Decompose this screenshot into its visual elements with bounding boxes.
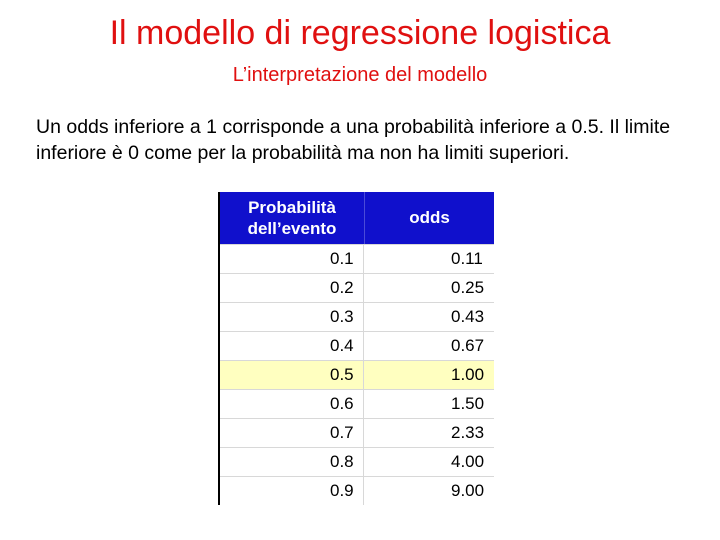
slide-title: Il modello di regressione logistica <box>109 14 611 52</box>
table-row <box>220 447 494 476</box>
cell-probability: 0.4 <box>220 332 364 360</box>
cell-odds: 1.00 <box>451 365 485 384</box>
cell-odds: 4.00 <box>451 452 485 471</box>
cell-odds: 0.25 <box>451 278 485 297</box>
cell-odds: 9.00 <box>451 481 485 500</box>
probability-odds-table <box>218 192 494 505</box>
table-header <box>220 192 494 244</box>
cell-odds: 0.11 <box>451 249 483 268</box>
table-row <box>220 360 494 389</box>
header-probability: Probabilità dell’evento <box>220 192 365 244</box>
table-row <box>220 273 494 302</box>
cell-probability: 0.9 <box>220 477 364 505</box>
cell-probability: 0.3 <box>220 303 364 331</box>
cell-probability: 0.2 <box>220 274 364 302</box>
table-row <box>220 418 494 447</box>
cell-probability: 0.1 <box>220 245 364 273</box>
cell-probability: 0.6 <box>220 390 364 418</box>
table-row <box>220 476 494 505</box>
cell-odds: 1.50 <box>451 394 485 413</box>
table-row <box>220 302 494 331</box>
table-row <box>220 389 494 418</box>
cell-probability: 0.8 <box>220 448 364 476</box>
cell-odds: 0.67 <box>451 336 485 355</box>
table-body <box>220 244 494 505</box>
slide-subtitle: L’interpretazione del modello <box>232 64 488 86</box>
table-row <box>220 244 494 273</box>
cell-odds: 2.33 <box>451 423 485 442</box>
cell-odds: 0.43 <box>451 307 485 326</box>
header-odds: odds <box>409 208 450 227</box>
table-row <box>220 331 494 360</box>
cell-probability: 0.7 <box>220 419 364 447</box>
cell-probability: 0.5 <box>220 361 364 389</box>
body-paragraph: Un odds inferiore a 1 corrisponde a una probabilità inferiore a 0.5. Il limite inferiore è 0 come per la probabilità ma non ha limiti superiori. <box>36 116 671 164</box>
